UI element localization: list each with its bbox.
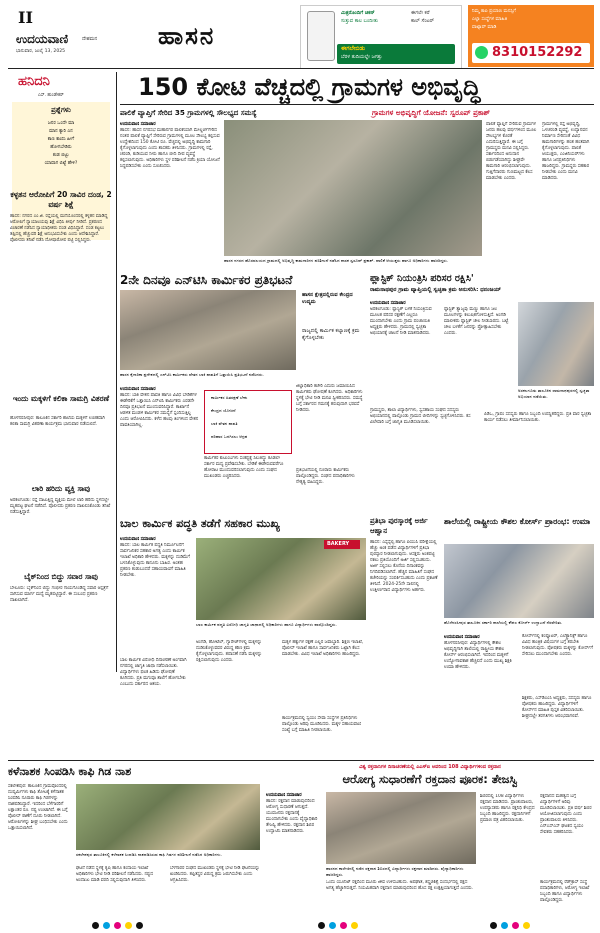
bakery-sign	[324, 540, 360, 549]
lead-subhead: ಗ್ರಾಮಗಳ ಅಭಿವೃದ್ಧಿಗೆ ಯೋಜನೆ: ಸ್ವರೂಪ್ ಪ್ರಕಾಶ್	[372, 108, 491, 117]
city-title: ಹಾಸನ	[158, 22, 216, 50]
skill-story	[444, 516, 594, 756]
story-body: ಬೇಲೂರು: ಬೈಕ್‌ನಿಂದ ಬಿದ್ದು ಗಂಭೀರ ಗಾಯಗೊಂಡಿದ್ದ ಸವಾರ ಆಸ್ಪತ್ರೆಗೆ ಸಾಗಿಸುವ ಮಾರ್ಗ ಮಧ್ಯೆ ಮೃತಪಟ್ಟಿದ್ದಾರೆ. ಈ ಸಂಬಂಧ ಪ್ರಕರಣ ದಾಖಲಾಗಿದೆ.	[10, 586, 109, 603]
strike-headline: 2ನೇ ದಿನವೂ ಎನ್‌ಟಿಸಿ ಕಾರ್ಮಿಕರ ಪ್ರತಿಭಟನೆ	[120, 273, 293, 287]
plastic-subhead: ರಾಮನಾಥಪುರ ಗ್ರಾಮ ವ್ಯಾಪ್ತಿಯಲ್ಲಿ ಸ್ವಚ್ಛತಾ ಕ್ರಮ ಅನುಸರಿಸಿ: ಧನಂಜಯ್	[370, 287, 502, 293]
edition-tag: ದೇಶಮನ	[82, 36, 98, 42]
quote-body: ರಾಜ್ಯದಲ್ಲಿ ಕಾರ್ಮಿಕ ಕಲ್ಯಾಣಕ್ಕೆ ಕ್ರಮ ಕೈಗೊಳ್ಳಬೇಕು	[302, 328, 360, 341]
coffee-headline: ಕಳೆನಾಶಕ ಸಿಂಪಡಿಸಿ ಕಾಫಿ ಗಿಡ ನಾಶ	[8, 765, 132, 778]
skill-headline: ಶಾಲೆಯಲ್ಲಿ ರಾಷ್ಟ್ರೀಯ ಕೌಶಲ ಕೋರ್ಸ್ ಪ್ರಾರಂಭ: ಉಮಾ	[444, 517, 591, 526]
story-body: ಹೊಳೆನರಸೀಪುರ: ತಾಲೂಕಿನ ಸರ್ಕಾರಿ ಶಾಲೆಯ ಮಕ್ಕಳಿಗೆ ಉಚಿತವಾಗಿ ಕಲಿಕಾ ಸಾಮಗ್ರಿ ವಿತರಣಾ ಕಾರ್ಯಕ್ರಮ ಭಾನುವಾರ ನಡೆಯಲಿದೆ.	[10, 416, 105, 427]
childlabour-story	[120, 516, 366, 756]
poem-line: ಮಾನ ಕ್ಯಾರಿ ಎನ	[49, 129, 73, 134]
lead-body: ಗ್ರಾಮಗಳಲ್ಲಿ ರಸ್ತೆ ಅಭಿವೃದ್ಧಿ, ಒಳಚರಂಡಿ ವ್ಯವಸ್ಥೆ, ಉದ್ಯಾನವನ ನಿರ್ಮಾಣ ಸೇರಿದಂತೆ ವಿವಿಧ ಕಾಮಗಾರಿಗಳನ್ನು ಹಂತ ಹಂತವಾಗಿ ಕೈಗೊಳ್ಳಲಾಗುವುದು. ಪಾಲಿಕೆ ಆಯುಕ್ತರು, ಎಂಜಿನಿಯರ್‌ಗಳು ಹಾಗೂ ಜನಪ್ರತಿನಿಧಿಗಳು ಹಾಜರಿದ್ದರು. ಗ್ರಾಮಸ್ಥರು ಸಹಕಾರ ನೀಡಬೇಕು ಎಂದು ಮನವಿ ಮಾಡಿದರು.	[542, 122, 590, 181]
phone-illustration	[307, 11, 335, 61]
lead-underline	[120, 104, 594, 105]
plastic-photo	[518, 302, 594, 386]
photo-caption: ಅರಕಲಗೂಡು ತಾಲೂಕಿನ ರಾಮನಾಥಪುರದಲ್ಲಿ ಸ್ವಚ್ಛತಾ ಅಭಿಯಾನ ನಡೆಯಿತು.	[518, 388, 590, 399]
bullet-item: ಕಾರ್ಮಿಕರ ಹಿತರಕ್ಷಣೆ ಬೇಕು	[211, 395, 248, 400]
column-divider	[116, 72, 117, 672]
skill-body: ಶಿಕ್ಷಕರು, ಎಸ್‌ಡಿಎಂಸಿ ಅಧ್ಯಕ್ಷರು, ಸದಸ್ಯರು ಹಾಗೂ ಪೋಷಕರು ಹಾಜರಿದ್ದರು. ವಿದ್ಯಾರ್ಥಿಗಳಿಗೆ ಕೋರ್ಸ್‌ನ ಮಾಹಿತಿ ಪುಸ್ತಕ ವಿತರಿಸಲಾಯಿತು. ಶೀಘ್ರದಲ್ಲೇ ತರಗತಿಗಳು ಆರಂಭವಾಗಲಿವೆ.	[522, 696, 592, 719]
poem-title: ಪ್ರಶ್ನೆಗಳು	[51, 106, 71, 114]
photo-caption: ಹಾಸನದ ಕಾಲೇಜಿನಲ್ಲಿ ನಡೆದ ರಕ್ತದಾನ ಶಿಬಿರದಲ್ಲಿ ವಿದ್ಯಾರ್ಥಿಗಳು ರಕ್ತದಾನ ಮಾಡಿದರು. ವೈದ್ಯಾಧಿಕಾರಿಗಳು ಹಾಜರಿದ್ದರು.	[326, 866, 464, 877]
blood-body: ಹಾಸನ: ರಕ್ತದಾನ ಮಾಡುವುದರಿಂದ ಆರೋಗ್ಯ ಸುಧಾರಣೆ ಆಗುತ್ತದೆ. ಯುವಜನರು ರಕ್ತದಾನಕ್ಕೆ ಮುಂದಾಗಬೇಕು ಎಂದು ವೈದ್ಯಾಧಿಕಾರಿ ತೇಜಸ್ವಿ ಹೇಳಿದರು. ರಕ್ತದಾನ ಶಿಬಿರ ಉದ್ಘಾಟಿಸಿ ಮಾತನಾಡಿದರು.	[266, 799, 318, 834]
strike-body: ಜಿಲ್ಲಾಧಿಕಾರಿ ಕಚೇರಿ ಎದುರು ಜಮಾಯಿಸಿದ ಕಾರ್ಮಿಕರು ಘೋಷಣೆ ಕೂಗಿದರು. ಅಧಿಕಾರಿಗಳು ಸ್ಥಳಕ್ಕೆ ಭೇಟಿ ನೀಡಿ ಮನವಿ ಸ್ವೀಕರಿಸಿದರು. ಸಮಸ್ಯೆ ಬಗ್ಗೆ ಸರ್ಕಾರದ ಗಮನಕ್ಕೆ ತರುವುದಾಗಿ ಭರವಸೆ ನೀಡಿದರು.	[296, 384, 363, 413]
skill-body: ಹೊಳೆನರಸೀಪುರ: ವಿದ್ಯಾರ್ಥಿಗಳಲ್ಲಿ ಕೌಶಲ ಅಭಿವೃದ್ಧಿಗಾಗಿ ಶಾಲೆಯಲ್ಲಿ ರಾಷ್ಟ್ರೀಯ ಕೌಶಲ ಕೋರ್ಸ್ ಆರಂಭಿಸಲಾಗಿದೆ. ಇದರಿಂದ ಮಕ್ಕಳಿಗೆ ಉದ್ಯೋಗಾವಕಾಶ ಹೆಚ್ಚಲಿದೆ ಎಂದು ಮುಖ್ಯ ಶಿಕ್ಷಕಿ ಉಮಾ ಹೇಳಿದರು.	[444, 641, 512, 670]
blood-photo	[326, 792, 476, 864]
bullet-item: ಬಾಕಿ ವೇತನ ಪಾವತಿ	[211, 421, 238, 426]
ad-line: ಎಲ್ಲಾ ಸಂಸ್ಥೆಗಳ ಮಾಹಿತಿ	[472, 17, 508, 22]
ad-brand: ಈಗಲೇಬಿಡು	[341, 45, 366, 52]
skill-photo	[444, 544, 594, 618]
childlabour-body: ಅಂಗಡಿ, ಹೋಟೆಲ್, ಗ್ಯಾರೇಜ್‌ಗಳಲ್ಲಿ ಮಕ್ಕಳನ್ನು ದುಡಿಸಿಕೊಳ್ಳುವವರ ವಿರುದ್ಧ ಕಠಿಣ ಕ್ರಮ ಕೈಗೊಳ್ಳಲಾಗುವುದು. ತಪಾಸಣೆ ನಡೆಸಿ ಮಕ್ಕಳನ್ನು ರಕ್ಷಿಸಲಾಗುವುದು ಎಂದರು.	[196, 640, 262, 663]
ad-line: ವಾಟ್ಸಾಪ್ ಮಾಡಿ	[472, 25, 497, 30]
coffee-photo	[76, 784, 260, 850]
photo-caption: ಹಾಸನ ನಗರದ ಹೊರವಲಯದ ಗ್ರಾಮದಲ್ಲಿ ಅಭಿವೃದ್ಧಿ ಕಾಮಗಾರಿಗಳ ಪರಿಶೀಲನೆ ನಡೆಸಿದ ಶಾಸಕ ಸ್ವರೂಪ್ ಪ್ರಕಾಶ್. ಪಾಲಿಕೆ ಆಯುಕ್ತರು ಹಾಗೂ ಅಧಿಕಾರಿಗಳು ಹಾಜರಿದ್ದರು.	[224, 258, 449, 263]
photo-caption: ಹೊಳೆನರಸೀಪುರ ತಾಲೂಕಿನ ಸರ್ಕಾರಿ ಶಾಲೆಯಲ್ಲಿ ಕೌಶಲ ಕೋರ್ಸ್ ಉದ್ಘಾಟನೆ ನೆರವೇರಿತು.	[444, 620, 563, 625]
childlabour-body: ಮಕ್ಕಳ ಹಕ್ಕುಗಳ ರಕ್ಷಣೆ ಎಲ್ಲರ ಜವಾಬ್ದಾರಿ. ಶಿಕ್ಷಣ ಇಲಾಖೆ, ಪೊಲೀಸ್ ಇಲಾಖೆ ಹಾಗೂ ಸಾರ್ವಜನಿಕರು ಒಟ್ಟಾಗಿ ಕೆಲಸ ಮಾಡಬೇಕು. ವಿವಿಧ ಇಲಾಖೆ ಅಧಿಕಾರಿಗಳು ಹಾಜರಿದ್ದರು.	[282, 640, 364, 657]
column-author: ಎಸ್. ಹುಂಡೇಕರ್	[38, 93, 64, 98]
blood-body: ರಕ್ತದಾನದ ಮಹತ್ವದ ಬಗ್ಗೆ ವಿದ್ಯಾರ್ಥಿಗಳಿಗೆ ಅರಿವು ಮೂಡಿಸಲಾಯಿತು. ಪ್ರತಿ ವರ್ಷ ಶಿಬಿರ ಆಯೋಜಿಸಲಾಗುವುದು ಎಂದು ಪ್ರಾಂಶುಪಾಲರು ತಿಳಿಸಿದರು. ಎನ್‌ಎಸ್‌ಎಸ್ ಘಟಕದ ಸ್ವಯಂ ಸೇವಕರು ಸಹಕರಿಸಿದರು.	[540, 794, 592, 835]
masthead-rule	[8, 68, 594, 69]
bakery-sign-text: BAKERY	[327, 541, 350, 547]
ad-line: ಈಗಲೇ ಕರೆ	[411, 10, 430, 16]
dateline: ಉದಯವಾಣಿ ಸಮಾಚಾರ	[444, 635, 480, 640]
paper-name: ಉದಯವಾಣಿ	[16, 32, 69, 46]
column-logo: ಹನಿದನಿ	[18, 74, 50, 89]
ad-banner	[337, 44, 455, 64]
strike-body: ಪ್ರತಿಭಟನೆಯಲ್ಲಿ ನೂರಾರು ಕಾರ್ಮಿಕರು ಪಾಲ್ಗೊಂಡಿದ್ದರು. ಸಂಘದ ಪದಾಧಿಕಾರಿಗಳು ನೇತೃತ್ವ ವಹಿಸಿದ್ದರು.	[296, 468, 355, 485]
strike-body: ಹಾಸನ: ಬಾಕಿ ವೇತನ ಪಾವತಿ ಹಾಗೂ ವಿವಿಧ ಬೇಡಿಕೆಗಳ ಈಡೇರಿಕೆಗೆ ಒತ್ತಾಯಿಸಿ ಎನ್‌ಟಿಸಿ ಕಾರ್ಮಿಕರು ಎರಡನೇ ದಿನವೂ ಪ್ರತಿಭಟನೆ ಮುಂದುವರಿಸಿದ್ದಾರೆ. ಕಾರ್ಖಾನೆ ಆಡಳಿತ ಮಂಡಳಿ ಕಾರ್ಮಿಕರ ಸಮಸ್ಯೆಗೆ ಸ್ಪಂದಿಸುತ್ತಿಲ್ಲ ಎಂದು ಆರೋಪಿಸಿದರು. ಕಳೆದ ಹಲವು ತಿಂಗಳಿಂದ ವೇತನ ಪಾವತಿಯಾಗಿಲ್ಲ.	[120, 393, 199, 428]
registration-marks-right	[490, 914, 534, 933]
bullet-item: ಪರಿಹಾರ ಒದಗಿಸಲು ಆಗ್ರಹ	[211, 434, 248, 439]
dateline: ಉದಯವಾಣಿ ಸಮಾಚಾರ	[120, 122, 156, 127]
coffee-body: ಬೆಳೆಗಾರರ ಸಂಘದ ಮುಖಂಡರು ಸ್ಥಳಕ್ಕೆ ಭೇಟಿ ನೀಡಿ ಘಟನೆಯನ್ನು ಖಂಡಿಸಿದರು. ತಪ್ಪಿತಸ್ಥರ ವಿರುದ್ಧ ಕ್ರಮ ಜರುಗಿಸಬೇಕು ಎಂದು ಆಗ್ರಹಿಸಿದರು.	[170, 866, 260, 883]
ad-phone-number: 8310152292	[492, 45, 583, 60]
blood-story	[266, 764, 594, 912]
blood-body: ಕಾರ್ಯಕ್ರಮದಲ್ಲಿ ರೆಡ್‌ಕ್ರಾಸ್ ಸಂಸ್ಥೆ ಪದಾಧಿಕಾರಿಗಳು, ಆರೋಗ್ಯ ಇಲಾಖೆ ಸಿಬ್ಬಂದಿ ಹಾಗೂ ವಿದ್ಯಾರ್ಥಿಗಳು ಪಾಲ್ಗೊಂಡಿದ್ದರು.	[540, 880, 590, 903]
story-headline: ಲಾರಿ ಹರಿದು ವ್ಯಕ್ತಿ ಸಾವು	[31, 484, 91, 493]
childlabour-photo	[196, 538, 366, 620]
pratibha-headline: ಪ್ರತಿಭಾ ಪುರಸ್ಕಾರಕ್ಕೆ ಅರ್ಜಿ ಆಹ್ವಾನ	[370, 517, 428, 535]
section-rule	[8, 760, 594, 761]
childlabour-body: ಹಾಸನ: ಬಾಲ ಕಾರ್ಮಿಕ ಪದ್ಧತಿ ನಿರ್ಮೂಲನೆಗೆ ಸಾರ್ವಜನಿಕರ ಸಹಕಾರ ಅಗತ್ಯ ಎಂದು ಕಾರ್ಮಿಕ ಇಲಾಖೆ ಅಧಿಕಾರಿ ಹೇಳಿದರು. ಮಕ್ಕಳನ್ನು ದುಡಿಮೆಗೆ ಬಳಸಿಕೊಳ್ಳುವುದು ಕಾನೂನು ಬಾಹಿರ. ಅಂತಹ ಪ್ರಕರಣ ಕಂಡುಬಂದರೆ ಸಹಾಯವಾಣಿಗೆ ಮಾಹಿತಿ ನೀಡಬೇಕು.	[120, 543, 190, 578]
ad-line: ನಿಮ್ಮ ಕಾಪಿ ಪ್ರಯಾಣ ಮನಸ್ಸಿಗೆ	[472, 9, 516, 14]
childlabour-headline: ಬಾಲ ಕಾರ್ಮಿಕ ಪದ್ಧತಿ ತಡೆಗೆ ಸಹಕಾರ ಮುಖ್ಯ	[120, 517, 280, 530]
blood-kicker: ವಿಶ್ವ ರಕ್ತದಾನಿಗಳ ದಿನಾಚರಣೆಯಲ್ಲಿ ಎಎಸ್‌ಐ ಅವರಿಂದ 108 ವಿದ್ಯಾರ್ಥಿಗಳಿಂದ ರಕ್ತದಾನ	[359, 764, 501, 770]
dateline: ಉದಯವಾಣಿ ಸಮಾಚಾರ	[120, 387, 156, 392]
ad-phone-box	[472, 43, 590, 63]
strike-quote-box	[302, 292, 364, 374]
quote-title: ಹಾಸನ ಕ್ಷೇತ್ರದಲ್ಲಿರುವ ಕೇಂದ್ರದ ಉದ್ಯಮ	[302, 292, 353, 305]
poem-line: ಹೋಗಬೇಡಿರು	[50, 145, 72, 150]
ad-whatsapp[interactable]	[468, 5, 594, 67]
registration-marks-center	[318, 914, 362, 933]
poem-line: ಕಾಣ ಕಾಣಿಸಿ ಹೀಗೆ	[47, 137, 75, 142]
dateline: ಉದಯವಾಣಿ ಸಮಾಚಾರ	[370, 301, 406, 306]
dateline: ಉದಯವಾಣಿ ಸಮಾಚಾರ	[120, 537, 156, 542]
childlabour-body: ಬಾಲ ಕಾರ್ಮಿಕ ವಿರೋಧಿ ದಿನಾಚರಣೆ ಅಂಗವಾಗಿ ನಗರದಲ್ಲಿ ಜಾಗೃತಿ ಜಾಥಾ ನಡೆಸಲಾಯಿತು. ವಿದ್ಯಾರ್ಥಿಗಳು ಫಲಕ ಹಿಡಿದು ಘೋಷಣೆ ಕೂಗಿದರು. ಪ್ರತಿ ಮಗುವೂ ಶಾಲೆಗೆ ಹೋಗಬೇಕು ಎಂಬುದು ಸರ್ಕಾರದ ಆಶಯ.	[120, 658, 187, 687]
lead-subhead: ಪಾಲಿಕೆ ವ್ಯಾಪ್ತಿಗೆ ಸೇರಿದ 35 ಗ್ರಾಮಗಳಲ್ಲಿ ಸೌಲಭ್ಯದ ಸಮಸ್ಯೆ	[120, 108, 257, 117]
plastic-headline: ಪ್ಲಾಸ್ಟಿಕ್ ನಿಯಂತ್ರಿಸಿ ಪರಿಸರ ರಕ್ಷಿಸಿ'	[370, 273, 474, 284]
ad-tagline: ಬೆರಳ ತುದಿಯಲ್ಲೇ ಜಗತ್ತು	[341, 54, 383, 60]
blood-headline: ಆರೋಗ್ಯ ಸುಧಾರಣೆಗೆ ರಕ್ತದಾನ ಪೂರಕ: ತೇಜಸ್ವಿ	[342, 772, 518, 786]
page-number: II	[18, 8, 33, 27]
story-headline: ಇಂದು ಮಕ್ಕಳಿಗೆ ಕಲಿಕಾ ಸಾಮಗ್ರಿ ವಿತರಣೆ	[12, 394, 110, 403]
coffee-body: ಸಕಲೇಶಪುರ: ತಾಲೂಕಿನ ಗ್ರಾಮವೊಂದರಲ್ಲಿ ದುಷ್ಕರ್ಮಿಗಳು ಕಾಫಿ ತೋಟಕ್ಕೆ ಕಳೆನಾಶಕ ಸಿಂಪಡಿಸಿ ನೂರಾರು ಕಾಫಿ ಗಿಡಗಳನ್ನು ನಾಶಪಡಿಸಿದ್ದಾರೆ. ಇದರಿಂದ ಬೆಳೆಗಾರರಿಗೆ ಲಕ್ಷಾಂತರ ರೂ. ನಷ್ಟ ಉಂಟಾಗಿದೆ. ಈ ಬಗ್ಗೆ ಪೊಲೀಸ್ ಠಾಣೆಗೆ ದೂರು ನೀಡಲಾಗಿದೆ. ಆರೋಪಿಗಳನ್ನು ಶೀಘ್ರ ಬಂಧಿಸಬೇಕು ಎಂದು ಒತ್ತಾಯಿಸಲಾಗಿದೆ.	[8, 784, 68, 831]
plastic-body: ಪಿಡಿಒ, ಗ್ರಾಪಂ ಸದಸ್ಯರು ಹಾಗೂ ಸಿಬ್ಬಂದಿ ಉಪಸ್ಥಿತರಿದ್ದರು. ಪ್ರತಿ ವಾರ ಸ್ವಚ್ಛತಾ ಕಾರ್ಯ ನಡೆಸಲು ತೀರ್ಮಾನಿಸಲಾಯಿತು.	[484, 412, 592, 423]
plastic-body: ಪ್ಲಾಸ್ಟಿಕ್ ತ್ಯಾಜ್ಯವು ಮಣ್ಣು ಹಾಗೂ ಜಲ ಮೂಲಗಳನ್ನು ಕಲುಷಿತಗೊಳಿಸುತ್ತಿದೆ. ಅಂಗಡಿ ಮಾಲೀಕರು ಪ್ಲಾಸ್ಟಿಕ್ ಚೀಲ ನೀಡಬಾರದು. ಬಟ್ಟೆ ಚೀಲ ಬಳಕೆಗೆ ಜನರನ್ನು ಪ್ರೋತ್ಸಾಹಿಸಬೇಕು ಎಂದರು.	[444, 307, 509, 336]
story-body: ಹಾಸನ: ನಗರದ ಎಂ.ಜಿ. ರಸ್ತೆಯಲ್ಲಿ ಮನೆಯೊಂದರಲ್ಲಿ ಕಳ್ಳತನ ಮಾಡಿದ್ದ ಆರೋಪಿಗೆ ನ್ಯಾಯಾಲಯವು ಶಿಕ್ಷೆ ವಿಧಿಸಿ ತೀರ್ಪು ನೀಡಿದೆ. ಪ್ರಕರಣದ ವಿಚಾರಣೆ ನಡೆಸಿದ ನ್ಯಾಯಾಧೀಶರು ದಂಡ ವಿಧಿಸಿದ್ದಾರೆ. ದಂಡ ಕಟ್ಟಲು ತಪ್ಪಿದಲ್ಲಿ ಹೆಚ್ಚುವರಿ ಶಿಕ್ಷೆ ಅನುಭವಿಸಬೇಕು ಎಂದು ಆದೇಶಿಸಿದ್ದಾರೆ. ಪೊಲೀಸರು ತನಿಖೆ ನಡೆಸಿ ದೋಷಾರೋಪ ಪಟ್ಟಿ ಸಲ್ಲಿಸಿದ್ದರು.	[10, 214, 108, 243]
lead-headline: 150 ಕೋಟಿ ವೆಚ್ಚದಲ್ಲಿ ಗ್ರಾಮಗಳ ಅಭಿವೃದ್ಧಿ	[138, 73, 481, 101]
lead-body: ಪಾಲಿಕೆ ವ್ಯಾಪ್ತಿಗೆ ಸೇರಿರುವ ಗ್ರಾಮಗಳ ಜನರು ಹಲವು ವರ್ಷಗಳಿಂದ ಮೂಲ ಸೌಲಭ್ಯಗಳ ಕೊರತೆ ಎದುರಿಸುತ್ತಿದ್ದಾರೆ. ಈ ಬಗ್ಗೆ ಗ್ರಾಮಸ್ಥರು ಮನವಿ ಸಲ್ಲಿಸಿದ್ದರು. ಸರ್ಕಾರದಿಂದ ಅನುದಾನ ಬಿಡುಗಡೆಯಾಗಿದ್ದು ಶೀಘ್ರವೇ ಕಾಮಗಾರಿ ಆರಂಭಿಸಲಾಗುವುದು. ಗುತ್ತಿಗೆದಾರರು ಗುಣಮಟ್ಟದ ಕೆಲಸ ಮಾಡಬೇಕು ಎಂದರು.	[486, 122, 537, 181]
bullet-item: ಕೇಂದ್ರದ ಯೋಜನೆ	[211, 408, 236, 413]
photo-caption: ಹಾಸನ ಕೈಗಾರಿಕಾ ಪ್ರದೇಶದಲ್ಲಿ ಎನ್‌ಟಿಸಿ ಕಾರ್ಮಿಕರು ವೇತನ ಬಾಕಿ ಪಾವತಿಗೆ ಒತ್ತಾಯಿಸಿ ಪ್ರತಿಭಟನೆ ನಡೆಸಿದರು.	[120, 372, 264, 377]
childlabour-body: ಕಾರ್ಯಕ್ರಮದಲ್ಲಿ ಸ್ವಯಂ ಸೇವಾ ಸಂಸ್ಥೆಗಳ ಪ್ರತಿನಿಧಿಗಳು ಪಾಲ್ಗೊಂಡು ಅರಿವು ಮೂಡಿಸಿದರು. ಮಕ್ಕಳ ಸಹಾಯವಾಣಿ ಸಂಖ್ಯೆ ಬಗ್ಗೆ ಮಾಹಿತಿ ನೀಡಲಾಯಿತು.	[282, 716, 362, 733]
ad-line: ಮಿತ್ರರೊಂದಿಗೆ ಚಿಕನ್	[341, 10, 375, 16]
blood-body: ಶಿಬಿರದಲ್ಲಿ 108 ವಿದ್ಯಾರ್ಥಿಗಳು ರಕ್ತದಾನ ಮಾಡಿದರು. ಪ್ರಾಂಶುಪಾಲರು, ಉಪನ್ಯಾಸಕರು ಹಾಗೂ ರಕ್ತನಿಧಿ ಕೇಂದ್ರದ ಸಿಬ್ಬಂದಿ ಹಾಜರಿದ್ದರು. ರಕ್ತದಾನಿಗಳಿಗೆ ಪ್ರಮಾಣ ಪತ್ರ ವಿತರಿಸಲಾಯಿತು.	[480, 794, 535, 823]
lead-photo	[224, 120, 482, 256]
plastic-body: ಗ್ರಾಮಸ್ಥರು, ಶಾಲಾ ವಿದ್ಯಾರ್ಥಿಗಳು, ಸ್ವಸಹಾಯ ಸಂಘದ ಸದಸ್ಯರು ಅಭಿಯಾನದಲ್ಲಿ ಪಾಲ್ಗೊಂಡು ಗ್ರಾಮದ ಬೀದಿಗಳನ್ನು ಸ್ವಚ್ಛಗೊಳಿಸಿದರು. ಕಸ ವಿಲೇವಾರಿ ಬಗ್ಗೆ ಜಾಗೃತಿ ಮೂಡಿಸಲಾಯಿತು.	[370, 408, 471, 425]
photo-caption: ಸಕಲೇಶಪುರ ತಾಲೂಕಿನಲ್ಲಿ ಕಳೆನಾಶಕ ಸಿಂಪಡಿಸಿ ನಾಶಪಡಿಸಿರುವ ಕಾಫಿ ಗಿಡಗಳ ಪರಿಶೀಲನೆ ನಡೆಸಿದ ಅಧಿಕಾರಿಗಳು.	[76, 852, 222, 857]
strike-photo	[120, 290, 296, 370]
story-headline: ಬೈಕ್‌ನಿಂದ ಬಿದ್ದು ಸವಾರ ಸಾವು	[24, 572, 98, 581]
skill-body: ಕೋರ್ಸ್‌ನಲ್ಲಿ ಕಂಪ್ಯೂಟರ್, ಎಲೆಕ್ಟ್ರಾನಿಕ್ಸ್ ಹಾಗೂ ವಿವಿಧ ತಾಂತ್ರಿಕ ವಿಷಯಗಳ ಬಗ್ಗೆ ತರಬೇತಿ ನೀಡಲಾಗುವುದು. ಪೋಷಕರು ಮಕ್ಕಳನ್ನು ಕೋರ್ಸ್‌ಗೆ ಸೇರಿಸಲು ಮುಂದಾಗಬೇಕು ಎಂದರು.	[522, 634, 594, 657]
pratibha-story	[370, 516, 440, 756]
ad-line: ಸುತ್ತುವ ಕಾಲ ಬಂದೀತು	[341, 18, 379, 24]
poem-line: ಕಂಡ ಬಿಟ್ಟು	[52, 153, 70, 158]
poem-line: ಯಾವಾಗ ಬಿಟ್ಟೆ ಹೇಳಿ?	[44, 161, 78, 166]
dateline: ಉದಯವಾಣಿ ಸಮಾಚಾರ	[266, 793, 302, 798]
registration-marks-left	[92, 914, 147, 933]
plastic-story	[370, 272, 594, 508]
strike-bullets	[204, 390, 292, 454]
blood-body: ಒಂದು ಯೂನಿಟ್ ರಕ್ತದಿಂದ ಮೂರು ಜೀವ ಉಳಿಸಬಹುದು. ಅಪಘಾತ, ಶಸ್ತ್ರಚಿಕಿತ್ಸೆ ಸಂದರ್ಭದಲ್ಲಿ ರಕ್ತದ ಅಗತ್ಯ ಹೆಚ್ಚಾಗಿರುತ್ತದೆ. ನಿಯಮಿತವಾಗಿ ರಕ್ತದಾನ ಮಾಡುವುದರಿಂದ ಹೊಸ ರಕ್ತ ಉತ್ಪತ್ತಿಯಾಗುತ್ತದೆ ಎಂದರು.	[326, 880, 474, 891]
story-body: ಅರಕಲಗೂಡು: ರಸ್ತೆ ದಾಟುತ್ತಿದ್ದ ವ್ಯಕ್ತಿಯ ಮೇಲೆ ಲಾರಿ ಹರಿದು ಸ್ಥಳದಲ್ಲೇ ಮೃತಪಟ್ಟ ಘಟನೆ ನಡೆದಿದೆ. ಪೊಲೀಸರು ಪ್ರಕರಣ ದಾಖಲಿಸಿಕೊಂಡು ತನಿಖೆ ನಡೆಸುತ್ತಿದ್ದಾರೆ.	[10, 498, 111, 515]
story-headline: ಕಳ್ಳತನ ಆರೋಪಿಗೆ 20 ಸಾವಿರ ದಂಡ, 2 ವರ್ಷ ಶಿಕ್ಷೆ	[10, 190, 112, 209]
issue-date: ಭಾನುವಾರ, ಜುಲೈ 13, 2025	[16, 49, 66, 54]
photo-caption: ಬಾಲ ಕಾರ್ಮಿಕ ಪದ್ಧತಿ ವಿರೋಧಿ ಜಾಗೃತಿ ಜಾಥಾದಲ್ಲಿ ಅಧಿಕಾರಿಗಳು ಹಾಗೂ ವಿದ್ಯಾರ್ಥಿಗಳು ಪಾಲ್ಗೊಂಡಿದ್ದರು.	[196, 622, 337, 627]
strike-story	[120, 272, 364, 508]
strike-body: ಕಾರ್ಮಿಕರ ಕುಟುಂಬಗಳು ಸಂಕಷ್ಟಕ್ಕೆ ಸಿಲುಕಿದ್ದು ಕೂಡಲೇ ಸರ್ಕಾರ ಮಧ್ಯ ಪ್ರವೇಶಿಸಬೇಕು. ಬೇಡಿಕೆ ಈಡೇರುವವರೆಗೂ ಹೋರಾಟ ಮುಂದುವರಿಸಲಾಗುವುದು ಎಂದು ಸಂಘದ ಮುಖಂಡರು ಎಚ್ಚರಿಸಿದರು.	[204, 456, 284, 479]
lead-story	[120, 72, 594, 258]
poem-line: ಜನರ ಒಂದೇ ಮಾ	[47, 121, 75, 126]
ad-line: ಕಾಲ್ ಸೆಂಟರ್	[411, 18, 435, 24]
pratibha-body: ಹಾಸನ: ಎಸ್ಸೆಸ್ಸೆಲ್ಸಿ ಹಾಗೂ ಪಿಯುಸಿ ಪರೀಕ್ಷೆಯಲ್ಲಿ ಹೆಚ್ಚು ಅಂಕ ಪಡೆದ ವಿದ್ಯಾರ್ಥಿಗಳಿಗೆ ಪ್ರತಿಭಾ ಪುರಸ್ಕಾರ ನೀಡಲಾಗುವುದು. ಆಸಕ್ತರು ಅಂಕಪಟ್ಟಿ ನಕಲು ಪ್ರತಿಯೊಂದಿಗೆ ಅರ್ಜಿ ಸಲ್ಲಿಸಬಹುದು. ಅರ್ಜಿ ಸಲ್ಲಿಸಲು ಕೊನೆಯ ದಿನಾಂಕವನ್ನು ನಿಗದಿಪಡಿಸಲಾಗಿದೆ. ಹೆಚ್ಚಿನ ಮಾಹಿತಿಗೆ ಸಂಘದ ಕಚೇರಿಯನ್ನು ಸಂಪರ್ಕಿಸಬಹುದು ಎಂದು ಪ್ರಕಟಣೆ ತಿಳಿಸಿದೆ. 2024-25ನೇ ಸಾಲಿನಲ್ಲಿ ಉತ್ತೀರ್ಣರಾದ ವಿದ್ಯಾರ್ಥಿಗಳು ಅರ್ಹರು.	[370, 540, 438, 593]
coffee-body: ಘಟನೆ ನಡೆದ ಸ್ಥಳಕ್ಕೆ ಕೃಷಿ ಹಾಗೂ ಕಂದಾಯ ಇಲಾಖೆ ಅಧಿಕಾರಿಗಳು ಭೇಟಿ ನೀಡಿ ಪರಿಶೀಲನೆ ನಡೆಸಿದರು. ನಷ್ಟದ ಅಂದಾಜು ಮಾಡಿ ವರದಿ ಸಲ್ಲಿಸುವುದಾಗಿ ತಿಳಿಸಿದರು.	[76, 866, 154, 883]
lead-body: ಹಾಸನ: ಹಾಸನ ನಗರಸಭೆ ಮಹಾನಗರ ಪಾಲಿಕೆಯಾಗಿ ಮೇಲ್ದರ್ಜೆಗೇರಿದ ನಂತರ ಪಾಲಿಕೆ ವ್ಯಾಪ್ತಿಗೆ ಸೇರಿರುವ ಗ್ರಾಮಗಳಲ್ಲಿ ಮೂಲ ಸೌಲಭ್ಯ ಕಲ್ಪಿಸುವ ಉದ್ದೇಶದಿಂದ 150 ಕೋಟಿ ರೂ. ವೆಚ್ಚದಲ್ಲಿ ಅಭಿವೃದ್ಧಿ ಕಾಮಗಾರಿ ಕೈಗೊಳ್ಳಲಾಗುವುದು ಎಂದು ಶಾಸಕರು ತಿಳಿಸಿದರು. ಗ್ರಾಮಗಳಲ್ಲಿ ರಸ್ತೆ, ಚರಂಡಿ, ಕುಡಿಯುವ ನೀರು ಹಾಗೂ ಬೀದಿ ದೀಪ ವ್ಯವಸ್ಥೆ ಕಲ್ಪಿಸಲಾಗುವುದು. ಅಧಿಕಾರಿಗಳು ಸ್ಥಳ ಪರಿಶೀಲನೆ ನಡೆಸಿ ಕ್ರಿಯಾ ಯೋಜನೆ ಸಿದ್ಧಪಡಿಸಬೇಕು ಎಂದು ಸೂಚಿಸಿದರು.	[120, 128, 220, 169]
plastic-body: ಅರಕಲಗೂಡು: ಪ್ಲಾಸ್ಟಿಕ್ ಬಳಕೆ ನಿಯಂತ್ರಿಸುವ ಮೂಲಕ ಪರಿಸರ ರಕ್ಷಣೆಗೆ ಎಲ್ಲರೂ ಮುಂದಾಗಬೇಕು ಎಂದು ಗ್ರಾಮ ಪಂಚಾಯಿತಿ ಅಧ್ಯಕ್ಷರು ಹೇಳಿದರು. ಗ್ರಾಮದಲ್ಲಿ ಸ್ವಚ್ಛತಾ ಅಭಿಯಾನಕ್ಕೆ ಚಾಲನೆ ನೀಡಿ ಮಾತನಾಡಿದರು.	[370, 307, 432, 336]
ad-food[interactable]	[300, 5, 462, 69]
coffee-story	[8, 764, 260, 912]
masthead	[0, 0, 600, 70]
whatsapp-icon	[475, 46, 488, 59]
